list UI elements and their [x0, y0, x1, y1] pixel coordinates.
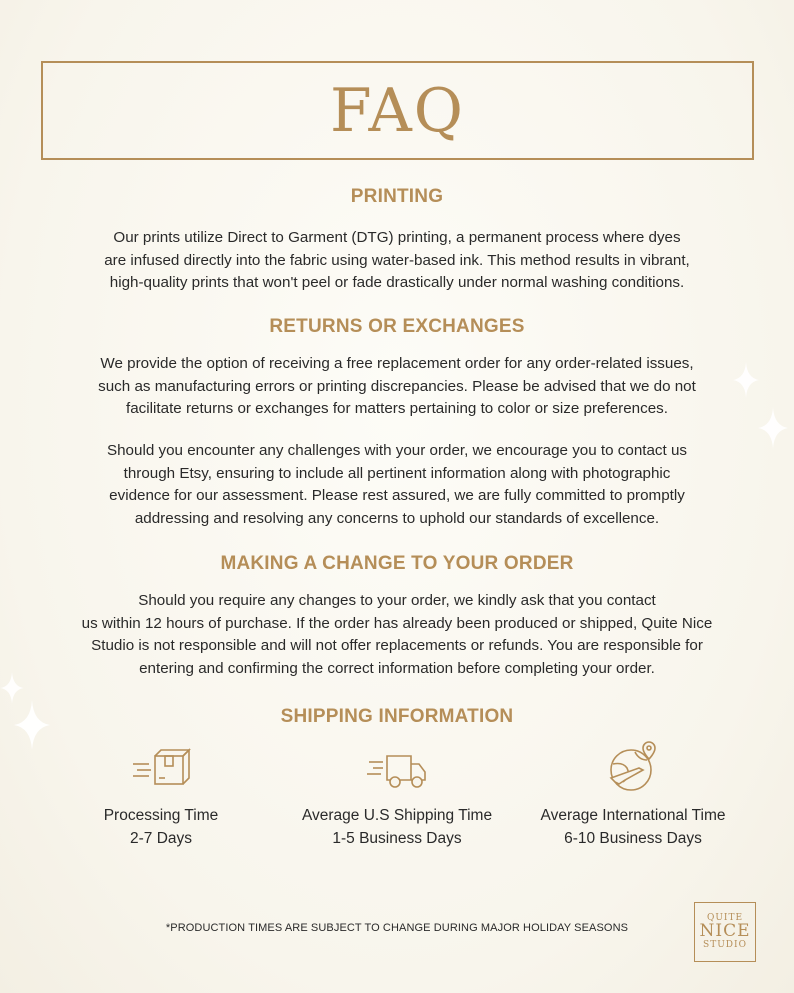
us-shipping-item: [282, 748, 512, 850]
studio-logo: [694, 902, 756, 962]
processing-time-item: [46, 748, 276, 850]
international-shipping-item: [518, 748, 748, 850]
text-line: evidence for our assessment. Please rest assured, we are fully committed to promptly: [109, 487, 685, 504]
printing-heading: PRINTING: [350, 186, 444, 207]
shipping-value: 2-7 Days: [129, 830, 193, 847]
package-icon: [131, 748, 191, 794]
sparkle-icon: [758, 406, 788, 450]
text-line: Our prints utilize Direct to Garment (DTG) printing, a permanent process where dyes: [113, 229, 681, 246]
shipping-label: Processing Time: [103, 807, 219, 824]
printing-text: [80, 227, 714, 295]
text-line: Should you encounter any challenges with your order, we encourage you to contact us: [106, 442, 688, 459]
returns-text-1: [80, 353, 714, 421]
shipping-label: Average U.S Shipping Time: [301, 807, 493, 824]
logo-line: STUDIO: [703, 939, 747, 950]
text-line: are infused directly into the fabric using water-based ink. This method results in vibrant,: [104, 251, 690, 269]
text-line: facilitate returns or exchanges for matters pertaining to color or size preferences.: [126, 400, 668, 417]
text-line: high-quality prints that won't peel or fade drastically under normal washing conditions.: [109, 274, 685, 291]
text-line: us within 12 hours of purchase. If the order has already been produced or shipped, Quite Nice: [81, 614, 713, 632]
text-line: Should you require any changes to your order, we kindly ask that you contact: [138, 592, 656, 609]
change-text: [60, 590, 734, 680]
logo-line: QUITE: [706, 912, 744, 923]
text-line: such as manufacturing errors or printing discrepancies. Please be advised that we do not: [98, 377, 696, 395]
text-line: entering and confirming the correct information before completing your order.: [139, 659, 655, 677]
shipping-value: 1-5 Business Days: [332, 830, 462, 847]
shipping-value: 6-10 Business Days: [564, 830, 702, 847]
footnote: *PRODUCTION TIMES ARE SUBJECT TO CHANGE DURING MAJOR HOLIDAY SEASONS: [165, 922, 629, 934]
logo-line: NICE: [699, 921, 751, 942]
title-frame: [41, 61, 754, 160]
returns-heading: RETURNS OR EXCHANGES: [269, 316, 525, 337]
change-heading: MAKING A CHANGE TO YOUR ORDER: [220, 553, 574, 574]
text-line: addressing and resolving any concerns to uphold our standards of excellence.: [134, 509, 660, 527]
shipping-label: Average International Time: [540, 807, 726, 824]
text-line: Studio is not responsible and will not offer replacements or refunds. You are responsible for: [91, 637, 703, 654]
delivery-truck-icon: [365, 748, 429, 794]
sparkle-icon: [733, 362, 759, 398]
page-title: FAQ: [330, 75, 465, 146]
text-line: through Etsy, ensuring to include all pertinent information along with photographic: [123, 464, 671, 482]
returns-text-2: [80, 440, 714, 530]
globe-plane-icon: [605, 738, 661, 794]
text-line: We provide the option of receiving a free replacement order for any order-related issues,: [100, 355, 694, 372]
shipping-heading: SHIPPING INFORMATION: [280, 706, 514, 727]
